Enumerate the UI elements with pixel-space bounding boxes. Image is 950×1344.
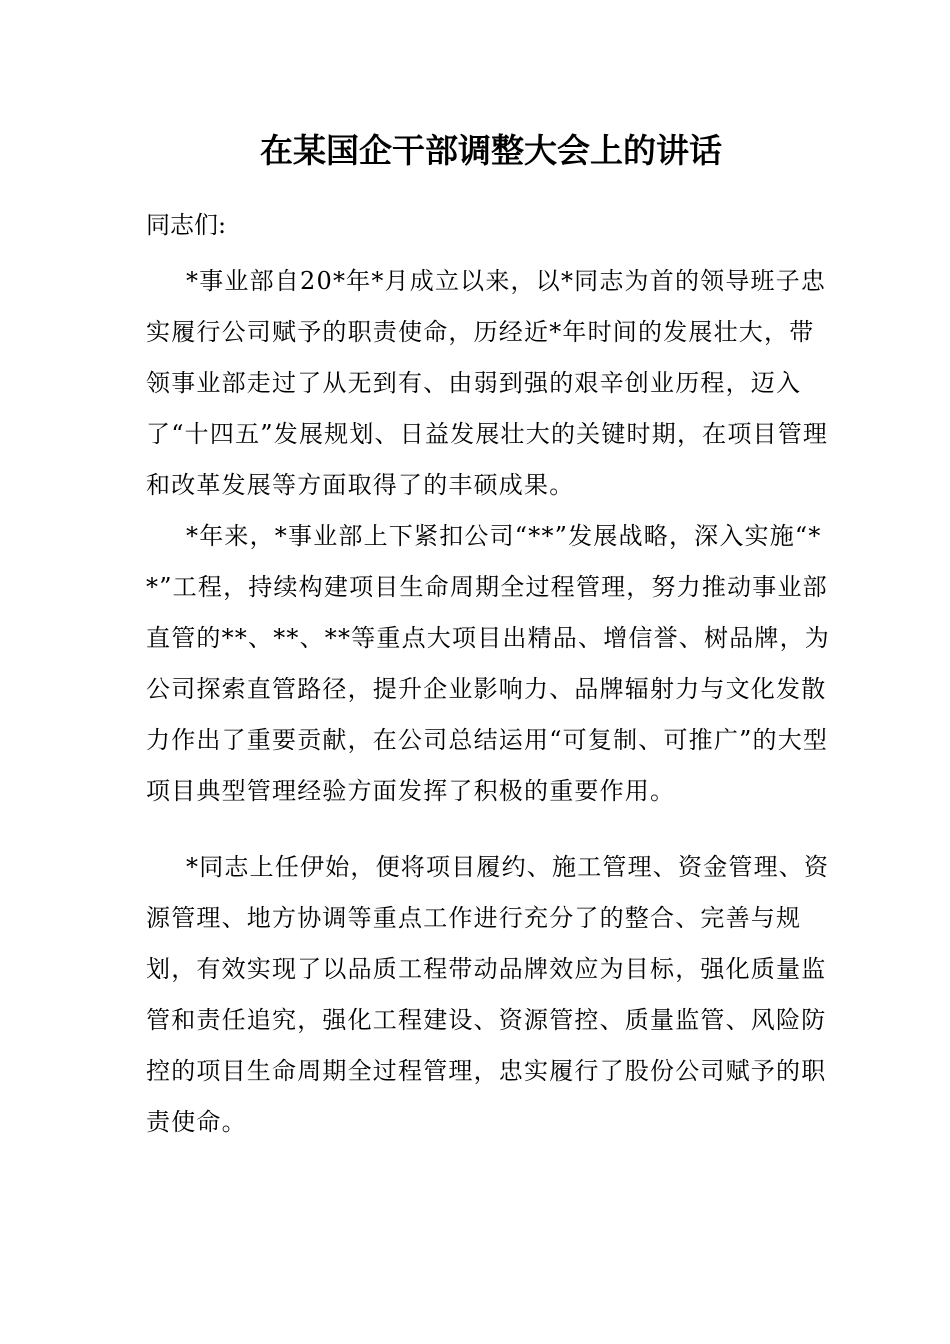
paragraph-3: *同志上任伊始，便将项目履约、施工管理、资金管理、资源管理、地方协调等重点工作进行充分了的整合、完善与规划，有效实现了以品质工程带动品牌效应为目标，强化质量监管和责任追究，强化工程建设、资源管控、质量监管、风险防控的项目生命周期全过程管理，忠实履行了股份公司赋予的职责使命。: [146, 853, 830, 1136]
paragraph-2: *年来，*事业部上下紧扣公司“**”发展战略，深入实施“**”工程，持续构建项目生命周期全过程管理，努力推动事业部直管的**、**、**等重点大项目出精品、增信誉、树品牌，为公司探索直管路径，提升企业影响力、品牌辐射力与文化发散力作出了重要贡献，在公司总结运用“可复制、可推广”的大型项目典型管理经验方面发挥了积极的重要作用。: [146, 522, 830, 805]
paragraph-1: *事业部自20*年*月成立以来，以*同志为首的领导班子忠实履行公司赋予的职责使命，历经近*年时间的发展壮大，带领事业部走过了从无到有、由弱到强的艰辛创业历程，迈入了“十四五”发展规划、日益发展壮大的关键时期，在项目管理和改革发展等方面取得了的丰硕成果。: [146, 267, 829, 499]
salutation: 同志们:: [146, 211, 227, 239]
document-title: 在某国企干部调整大会上的讲话: [260, 131, 722, 170]
